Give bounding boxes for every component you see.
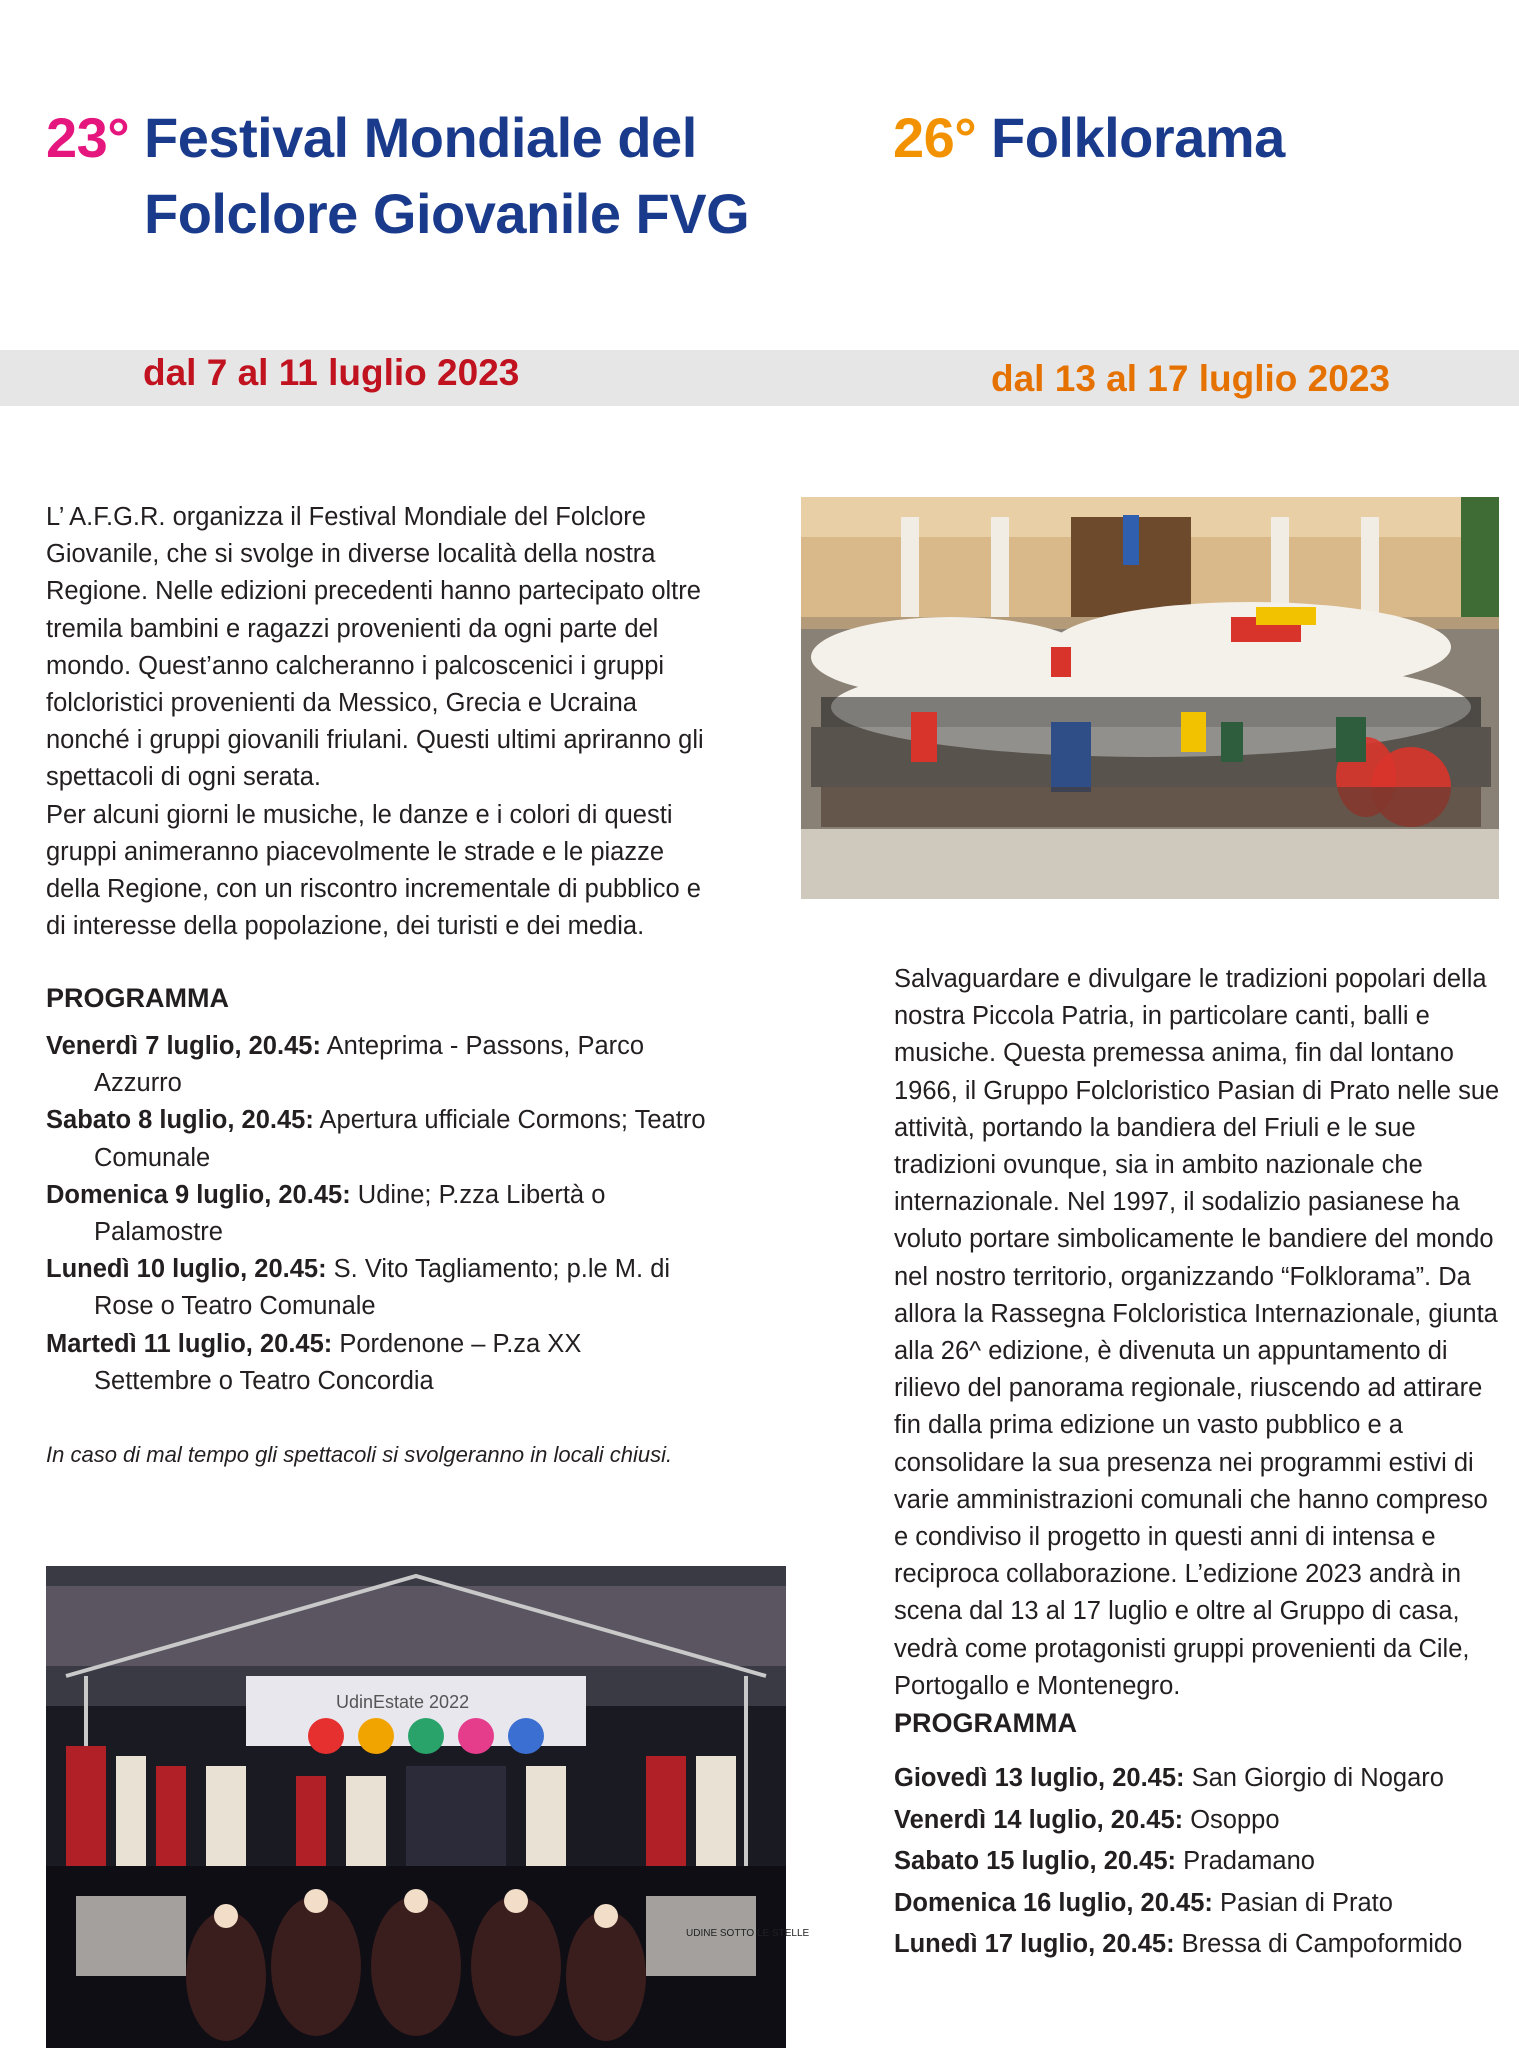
- festival-title: [46, 100, 750, 260]
- program-venue: Udine; P.zza Libertà o Palamostre: [94, 1180, 606, 1247]
- program-item: [894, 1758, 1504, 1800]
- program-item: [894, 1924, 1504, 1966]
- group-photo-steps: [801, 497, 1499, 899]
- program-date: Domenica 16 luglio, 20.45:: [894, 1888, 1213, 1917]
- festival-program-list: [46, 1028, 706, 1400]
- program-item: [46, 1251, 706, 1325]
- program-date: Sabato 8 luglio, 20.45:: [46, 1106, 314, 1135]
- program-item: [46, 1028, 706, 1102]
- festival-title-line2: Folclore Giovanile FVG: [144, 182, 750, 245]
- folklorama-dates: dal 13 al 17 luglio 2023: [991, 358, 1390, 399]
- folklorama-program-heading: PROGRAMMA: [894, 1708, 1077, 1738]
- program-item: [46, 1102, 706, 1176]
- program-venue: S. Vito Tagliamento; p.le M. di Rose o Teatro Comunale: [94, 1255, 671, 1321]
- folklorama-title-line1: Folklorama: [991, 106, 1285, 169]
- program-venue: Bressa di Campoformido: [1181, 1930, 1463, 1958]
- program-venue: San Giorgio di Nogaro: [1191, 1764, 1444, 1792]
- stage-banner-text: UdinEstate 2022: [336, 1692, 470, 1712]
- folklorama-program-list: [894, 1758, 1504, 1966]
- program-date: Lunedì 10 luglio, 20.45:: [46, 1255, 327, 1284]
- festival-dates: dal 7 al 11 luglio 2023: [143, 352, 520, 393]
- program-date: Lunedì 17 luglio, 20.45:: [894, 1930, 1175, 1958]
- folklorama-title: [893, 100, 1493, 180]
- stage-sign-text: UDINE SOTTO LE STELLE: [686, 1928, 810, 1939]
- festival-edition-number: 23°: [46, 106, 130, 169]
- program-item: [46, 1177, 706, 1251]
- program-date: Domenica 9 luglio, 20.45:: [46, 1180, 351, 1209]
- program-date: Venerdì 14 luglio, 20.45:: [894, 1805, 1184, 1834]
- program-venue: Pasian di Prato: [1219, 1888, 1393, 1917]
- program-venue: Anteprima - Passons, Parco Azzurro: [94, 1032, 645, 1098]
- program-date: Martedì 11 luglio, 20.45:: [46, 1329, 333, 1358]
- program-venue: Apertura ufficiale Cormons; Teatro Comunale: [94, 1106, 706, 1172]
- program-date: Sabato 15 luglio, 20.45:: [894, 1847, 1177, 1875]
- stage-photo-night: [46, 1566, 810, 2048]
- program-item: [894, 1883, 1504, 1925]
- program-item: [46, 1326, 706, 1400]
- program-venue: Osoppo: [1190, 1805, 1280, 1834]
- program-venue: Pradamano: [1183, 1847, 1315, 1875]
- program-venue: Pordenone – P.za XX Settembre o Teatro Concordia: [94, 1329, 582, 1395]
- program-item: [894, 1800, 1504, 1842]
- festival-intro: [46, 499, 706, 945]
- program-date: Giovedì 13 luglio, 20.45:: [894, 1764, 1185, 1792]
- festival-intro-paragraph-1: L’ A.F.G.R. organizza il Festival Mondiale del Folclore Giovanile, che si svolge in diverse località della nostra Regione. Nelle edizioni precedenti hanno partecipato oltre tremila bambini e ragazzi provenienti da ogni parte del mondo. Quest’anno calcheranno i palcoscenici i gruppi folcloristici provenienti da Messico, Grecia e Ucraina nonché i gruppi giovanili friulani. Questi ultimi apriranno gli spettacoli di ogni serata.: [46, 503, 704, 792]
- weather-note: In caso di mal tempo gli spettacoli si svolgeranno in locali chiusi.: [46, 1442, 673, 1467]
- festival-intro-paragraph-2: Per alcuni giorni le musiche, le danze e i colori di questi gruppi animeranno piacevolmente le strade e le piazze della Regione, con un riscontro incrementale di pubblico e di interesse della popolazione, dei turisti e dei media.: [46, 800, 701, 941]
- folklorama-intro: Salvaguardare e divulgare le tradizioni popolari della nostra Piccola Patria, in particolare canti, balli e musiche. Questa premessa anima, fin dal lontano 1966, il Gruppo Folcloristico Pasian di Prato nelle sue attività, portando la bandiera del Friuli e le sue tradizioni ovunque, sia in ambito nazionale che internazionale. Nel 1997, il sodalizio pasianese ha voluto portare simbolicamente le bandiere del mondo nel nostro territorio, organizzando “Folklorama”. Da allora la Rassegna Folcloristica Internazionale, giunta alla 26^ edizione, è divenuta un appuntamento di rilievo del panorama regionale, riuscendo ad attirare fin dalla prima edizione un vasto pubblico e a consolidare la sua presenza nei programmi estivi di varie amministrazioni comunali che hanno compreso e condiviso il progetto in questi anni di intensa e reciproca collaborazione. L’edizione 2023 andrà in scena dal 13 al 17 luglio e oltre al Gruppo di casa, vedrà come protagonisti gruppi provenienti da Cile, Portogallo e Montenegro.: [894, 965, 1500, 1700]
- program-item: [894, 1841, 1504, 1883]
- program-date: Venerdì 7 luglio, 20.45:: [46, 1032, 321, 1060]
- festival-title-line1: Festival Mondiale del: [144, 106, 697, 169]
- folklorama-edition-number: 26°: [893, 106, 977, 169]
- festival-program-heading: PROGRAMMA: [46, 983, 229, 1013]
